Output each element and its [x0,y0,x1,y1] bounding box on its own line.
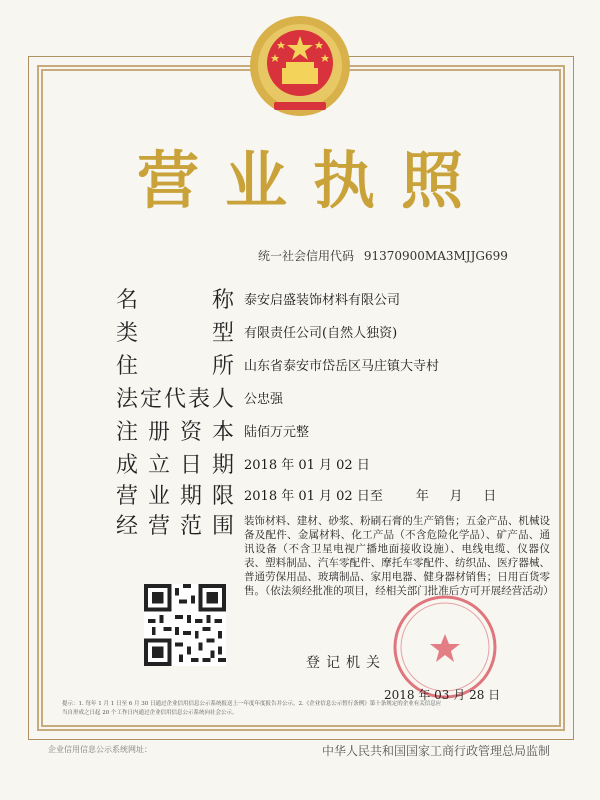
national-emblem-icon [244,8,356,120]
field-value-established: 2018 年 01 月 02 日 [244,458,370,473]
field-label: 营 业 期 限 [116,484,234,509]
qr-code-icon[interactable] [144,584,226,666]
footer-issuer: 中华人民共和国国家工商行政管理总局监制 [321,744,550,758]
field-value-capital: 陆佰万元整 [244,425,310,440]
official-seal-icon [392,594,498,700]
reminder-note: 提示：1. 每年 1 月 1 日至 6 月 30 日通过企业信用信息公示系统报送上一年度年度报告并公示。2.《企业信息公示暂行条例》第十条规定的企业有关信息应当自形成之日起 20 个工作日内通过企业信用信息公示系统向社会公示。 [62,701,442,716]
business-scope-text: 装饰材料、建材、砂浆、粉刷石膏的生产销售；五金产品、机械设备及配件、金属材料、化工产品（不含危险化学品）、矿产品、通讯设备（不含卫星电视广播地面接收设施）、电线电缆、仪器仪表、塑料制品、汽车零配件、摩托车零配件、纺织品、医疗器械、普通劳保用品、玻璃制品、家用电器、健身器材销售；日用百货零售。（依法须经批准的项目，经相关部门批准后方可开展经营活动） [244,515,554,597]
field-label: 类 型 [116,321,234,346]
field-value-term: 2018 年 01 月 02 日至 年 月 日 [244,489,497,504]
credit-code-value: 91370900MA3MJJG699 [363,249,508,263]
field-value-type: 有限责任公司(自然人独资) [244,326,398,341]
field-value-legal-rep: 公忠强 [244,392,284,407]
field-label: 经 营 范 围 [116,514,234,539]
document-title: 营业执照 [136,144,489,217]
registration-authority-label: 登记机关 [306,655,386,671]
field-label: 法 定 代 表 人 [116,387,234,412]
issue-date: 2018 年 03 月 28 日 [384,688,501,702]
field-label: 注 册 资 本 [116,420,234,445]
field-label: 住 所 [116,354,234,379]
footer-website-label: 企业信用信息公示系统网址： [48,745,152,754]
credit-code [258,247,508,264]
field-value-name: 泰安启盛装饰材料有限公司 [244,293,401,308]
field-value-address: 山东省泰安市岱岳区马庄镇大寺村 [244,359,440,374]
field-label: 名 称 [116,288,234,313]
field-label: 成 立 日 期 [116,453,234,478]
credit-code-label: 统一社会信用代码 [258,249,355,263]
